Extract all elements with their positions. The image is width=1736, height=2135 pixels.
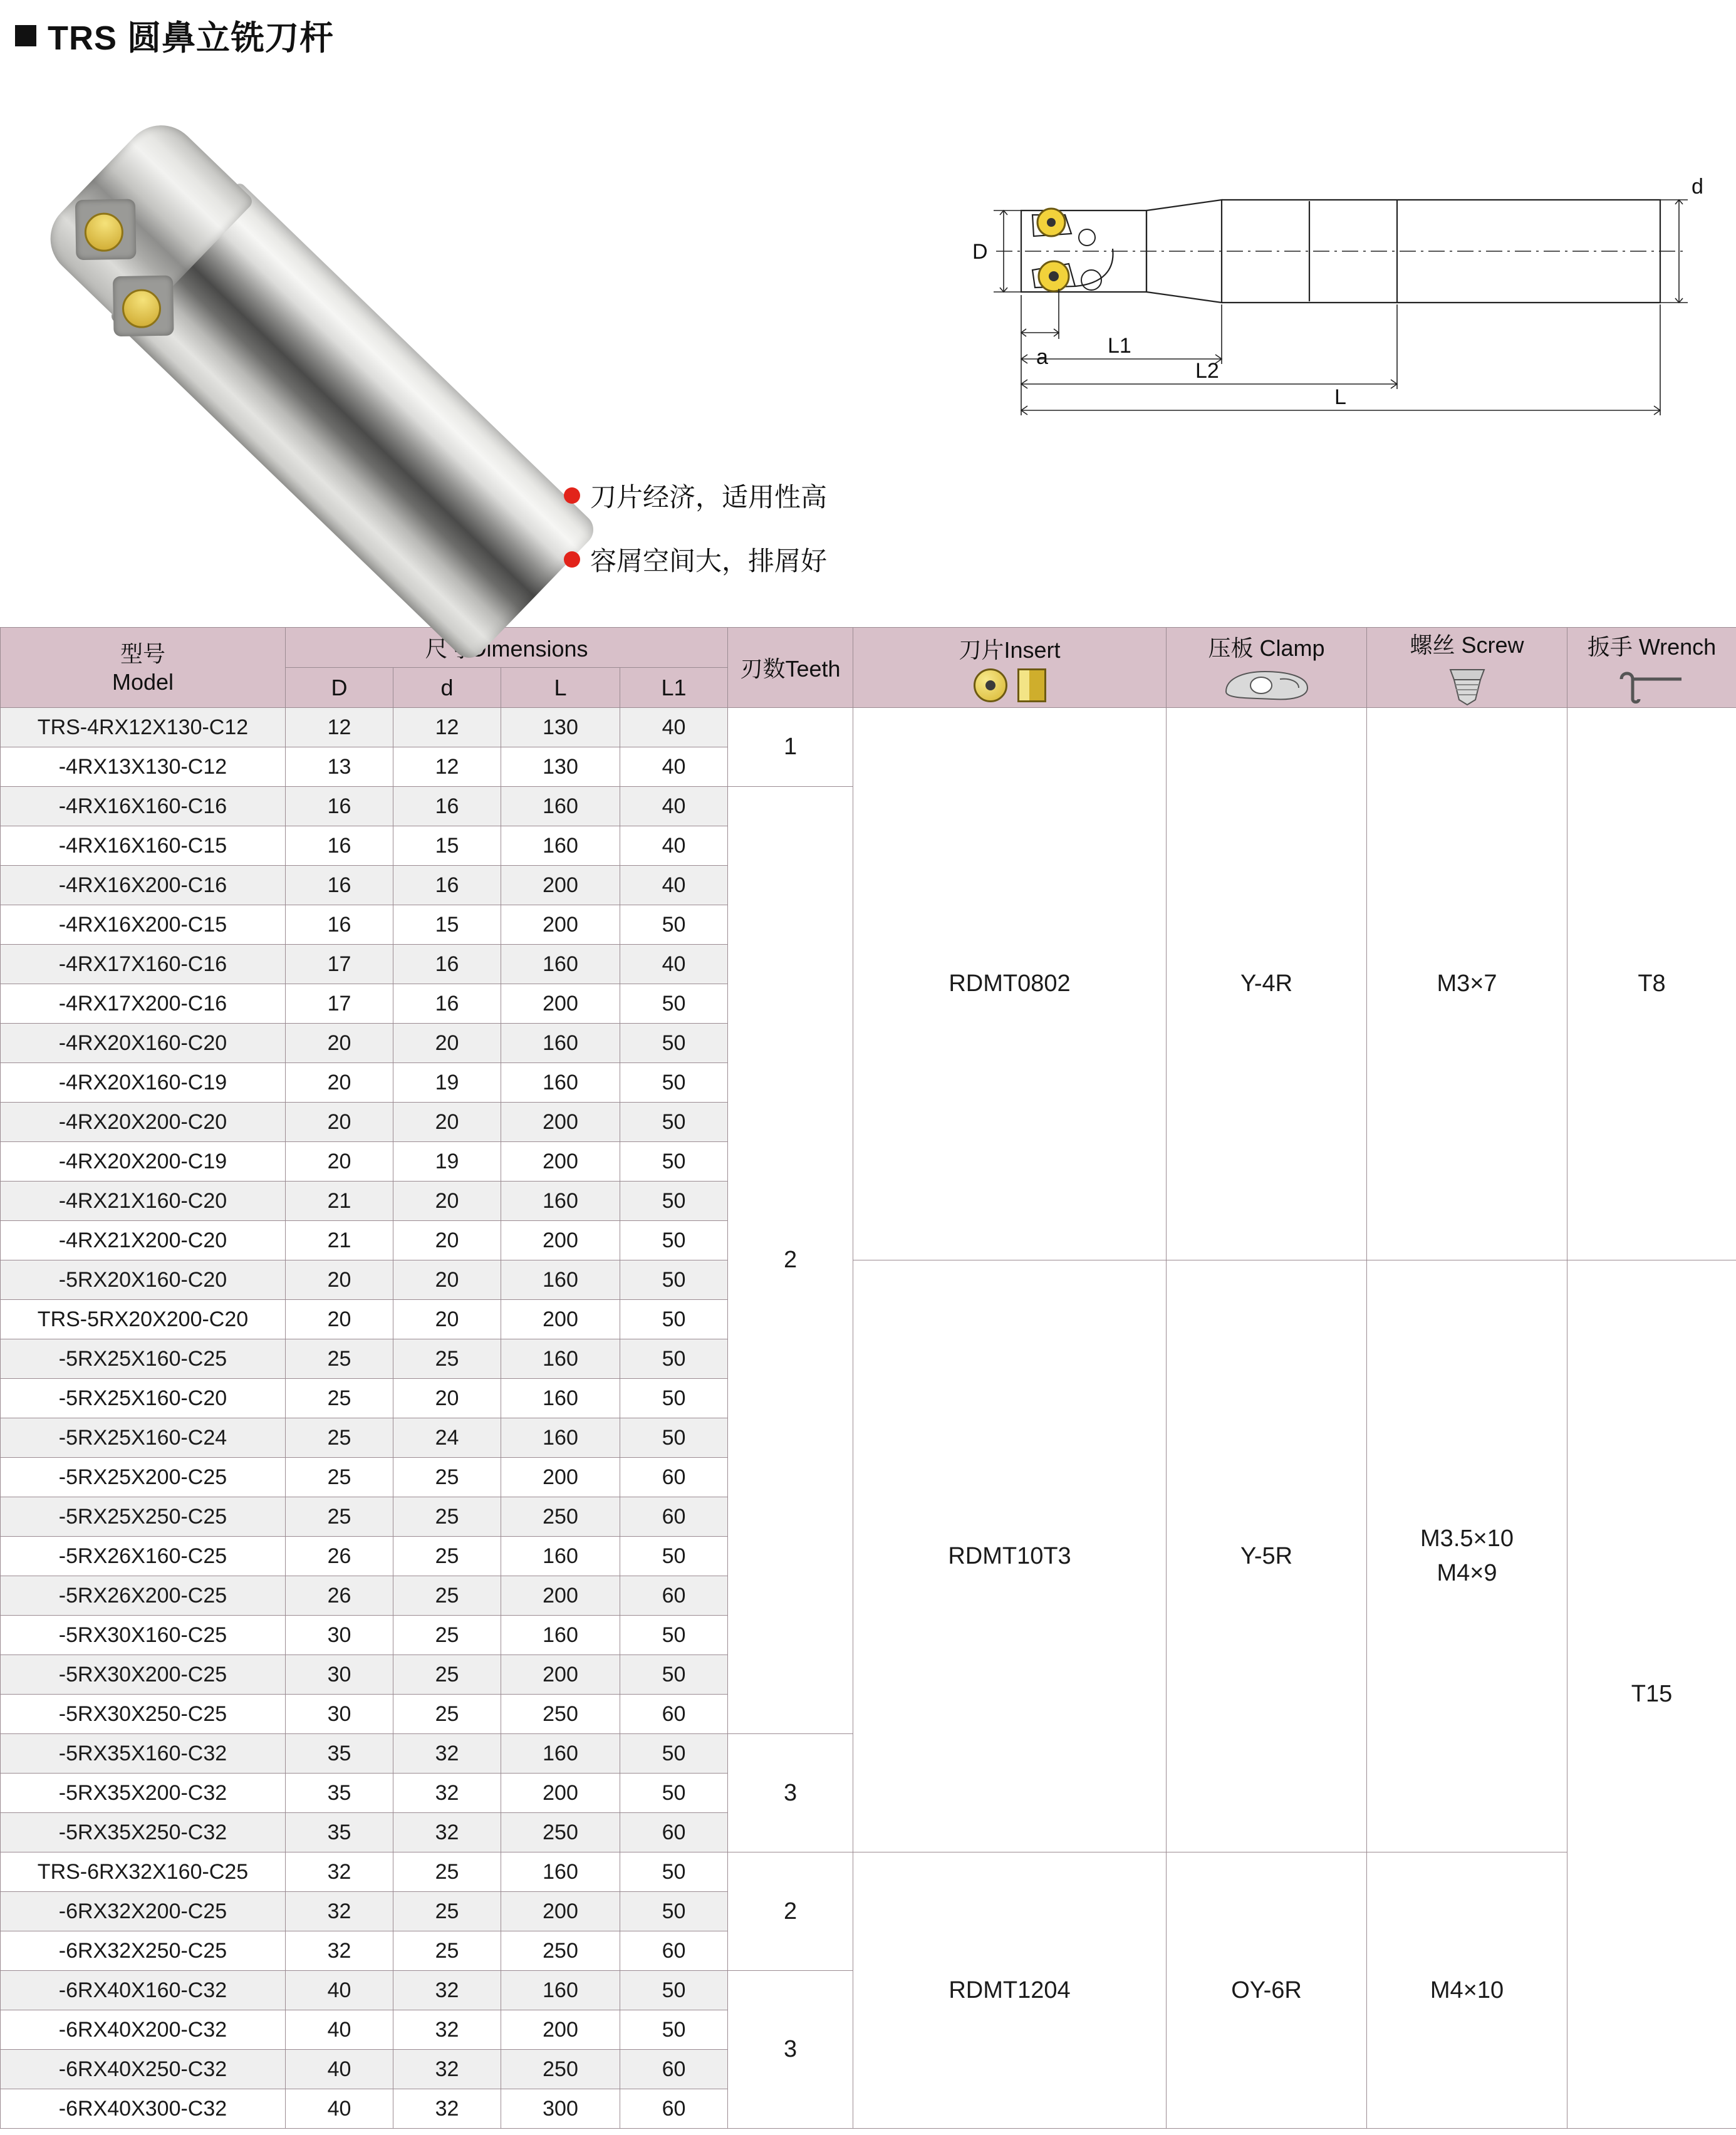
cell-L1: 50 bbox=[620, 1379, 728, 1418]
cell-d: 12 bbox=[393, 747, 501, 787]
cell-L1: 50 bbox=[620, 905, 728, 945]
cell-d: 25 bbox=[393, 1655, 501, 1695]
cell-d: 16 bbox=[393, 866, 501, 905]
bullet-dot-icon bbox=[564, 551, 580, 568]
col-header-screw-label: 螺丝 Screw bbox=[1410, 628, 1524, 660]
cell-wrench: T15 bbox=[1567, 1260, 1736, 2129]
cell-D: 20 bbox=[286, 1142, 393, 1182]
cell-L: 250 bbox=[501, 1695, 620, 1734]
col-header-d: d bbox=[393, 668, 501, 708]
cell-L: 200 bbox=[501, 1142, 620, 1182]
col-header-clamp bbox=[1167, 628, 1367, 708]
cell-insert: RDMT10T3 bbox=[853, 1260, 1167, 1852]
cell-D: 20 bbox=[286, 1103, 393, 1142]
cell-model: -5RX25X160-C25 bbox=[1, 1339, 286, 1379]
cell-model: -6RX40X200-C32 bbox=[1, 2010, 286, 2050]
cell-D: 25 bbox=[286, 1418, 393, 1458]
cell-L: 160 bbox=[501, 1260, 620, 1300]
cell-model: -5RX35X250-C32 bbox=[1, 1813, 286, 1852]
cell-D: 16 bbox=[286, 787, 393, 826]
cell-d: 32 bbox=[393, 2089, 501, 2129]
cell-d: 25 bbox=[393, 1576, 501, 1616]
cell-d: 16 bbox=[393, 945, 501, 984]
cell-d: 25 bbox=[393, 1852, 501, 1892]
cell-model: -6RX40X250-C32 bbox=[1, 2050, 286, 2089]
cell-L1: 50 bbox=[620, 1260, 728, 1300]
cell-D: 32 bbox=[286, 1892, 393, 1931]
bullet-dot-icon bbox=[564, 487, 580, 504]
bullet-label: 刀片经济，适用性高 bbox=[590, 477, 827, 514]
cell-L1: 50 bbox=[620, 1971, 728, 2010]
cell-d: 25 bbox=[393, 1497, 501, 1537]
cell-d: 32 bbox=[393, 1734, 501, 1774]
cell-L: 160 bbox=[501, 1418, 620, 1458]
cell-d: 25 bbox=[393, 1339, 501, 1379]
cell-model: -4RX16X160-C16 bbox=[1, 787, 286, 826]
cell-D: 40 bbox=[286, 2050, 393, 2089]
cell-D: 40 bbox=[286, 2010, 393, 2050]
cell-d: 25 bbox=[393, 1695, 501, 1734]
cell-L: 160 bbox=[501, 1537, 620, 1576]
cell-insert: RDMT0802 bbox=[853, 708, 1167, 1260]
cell-L: 160 bbox=[501, 1063, 620, 1103]
list-item bbox=[564, 541, 827, 578]
page-title bbox=[0, 0, 1736, 63]
cell-L: 160 bbox=[501, 1379, 620, 1418]
cell-d: 20 bbox=[393, 1182, 501, 1221]
cell-d: 16 bbox=[393, 787, 501, 826]
col-header-insert-label: 刀片Insert bbox=[959, 633, 1060, 665]
col-header-dimensions: 尺寸Dimensions bbox=[286, 628, 728, 668]
cell-D: 35 bbox=[286, 1774, 393, 1813]
cell-D: 20 bbox=[286, 1300, 393, 1339]
col-header-teeth: 刃数Teeth bbox=[728, 628, 853, 708]
cell-d: 20 bbox=[393, 1300, 501, 1339]
cell-L: 160 bbox=[501, 1182, 620, 1221]
cell-L: 160 bbox=[501, 1616, 620, 1655]
cell-d: 25 bbox=[393, 1458, 501, 1497]
col-header-model bbox=[1, 628, 286, 708]
spec-table-body bbox=[1, 708, 1736, 2129]
cell-model: -5RX26X160-C25 bbox=[1, 1537, 286, 1576]
cell-L: 160 bbox=[501, 787, 620, 826]
cell-model: -6RX40X160-C32 bbox=[1, 1971, 286, 2010]
cell-L: 160 bbox=[501, 1852, 620, 1892]
cell-model: -6RX32X200-C25 bbox=[1, 1892, 286, 1931]
cell-D: 25 bbox=[286, 1379, 393, 1418]
cell-model: -6RX32X250-C25 bbox=[1, 1931, 286, 1971]
cell-model: -5RX30X160-C25 bbox=[1, 1616, 286, 1655]
wrench-icon bbox=[1611, 665, 1693, 705]
cell-L: 200 bbox=[501, 1774, 620, 1813]
cell-d: 32 bbox=[393, 1813, 501, 1852]
cell-L1: 40 bbox=[620, 866, 728, 905]
col-header-D: D bbox=[286, 668, 393, 708]
col-header-wrench-label: 扳手 Wrench bbox=[1588, 630, 1716, 662]
cell-teeth: 2 bbox=[728, 787, 853, 1734]
col-header-screw bbox=[1367, 628, 1567, 708]
cell-L: 250 bbox=[501, 2050, 620, 2089]
cell-L1: 60 bbox=[620, 1576, 728, 1616]
cell-D: 30 bbox=[286, 1616, 393, 1655]
dim-label-L: L bbox=[1334, 385, 1346, 409]
cell-L1: 60 bbox=[620, 2050, 728, 2089]
cell-D: 20 bbox=[286, 1024, 393, 1063]
title-text: TRS 圆鼻立铣刀杆 bbox=[48, 11, 334, 60]
dim-label-L2: L2 bbox=[1195, 359, 1219, 383]
cell-L1: 40 bbox=[620, 945, 728, 984]
dim-label-d: d bbox=[1692, 176, 1703, 199]
cell-L: 160 bbox=[501, 945, 620, 984]
cell-clamp: OY-6R bbox=[1167, 1852, 1367, 2129]
cell-screw: M4×10 bbox=[1367, 1852, 1567, 2129]
cell-L: 160 bbox=[501, 1971, 620, 2010]
cell-L1: 40 bbox=[620, 708, 728, 747]
hero-section bbox=[0, 63, 1736, 627]
col-header-model-cn: 型号 bbox=[1, 640, 285, 668]
cell-d: 20 bbox=[393, 1103, 501, 1142]
cell-D: 16 bbox=[286, 905, 393, 945]
cell-model: -4RX20X160-C20 bbox=[1, 1024, 286, 1063]
cell-L1: 50 bbox=[620, 1852, 728, 1892]
cell-D: 17 bbox=[286, 984, 393, 1024]
cell-L1: 60 bbox=[620, 1931, 728, 1971]
cell-model: -5RX26X200-C25 bbox=[1, 1576, 286, 1616]
col-header-wrench bbox=[1567, 628, 1736, 708]
cell-L: 250 bbox=[501, 1497, 620, 1537]
cell-L1: 40 bbox=[620, 747, 728, 787]
cell-D: 16 bbox=[286, 866, 393, 905]
cell-L1: 50 bbox=[620, 984, 728, 1024]
cell-D: 30 bbox=[286, 1695, 393, 1734]
tool-illustration bbox=[19, 107, 623, 700]
col-header-insert bbox=[853, 628, 1167, 708]
cell-d: 25 bbox=[393, 1931, 501, 1971]
cell-L1: 50 bbox=[620, 1537, 728, 1576]
cell-D: 13 bbox=[286, 747, 393, 787]
cell-model: -5RX35X200-C32 bbox=[1, 1774, 286, 1813]
cell-d: 25 bbox=[393, 1892, 501, 1931]
cell-L1: 50 bbox=[620, 1418, 728, 1458]
square-insert-icon bbox=[1017, 668, 1046, 702]
cell-D: 12 bbox=[286, 708, 393, 747]
cell-d: 20 bbox=[393, 1221, 501, 1260]
cell-d: 20 bbox=[393, 1260, 501, 1300]
cell-model: -4RX20X200-C19 bbox=[1, 1142, 286, 1182]
cell-D: 20 bbox=[286, 1260, 393, 1300]
round-insert-icon bbox=[974, 668, 1007, 702]
cell-screw: M3.5×10 M4×9 bbox=[1367, 1260, 1567, 1852]
cell-L1: 50 bbox=[620, 1892, 728, 1931]
feature-bullets bbox=[564, 477, 827, 605]
table-row bbox=[1, 708, 1736, 747]
cell-L1: 50 bbox=[620, 1182, 728, 1221]
cell-model: TRS-5RX20X200-C20 bbox=[1, 1300, 286, 1339]
screw-icon bbox=[1444, 663, 1490, 707]
cell-L1: 40 bbox=[620, 826, 728, 866]
cell-D: 32 bbox=[286, 1931, 393, 1971]
cell-D: 40 bbox=[286, 1971, 393, 2010]
cell-model: -5RX30X200-C25 bbox=[1, 1655, 286, 1695]
cell-model: -6RX40X300-C32 bbox=[1, 2089, 286, 2129]
cell-clamp: Y-4R bbox=[1167, 708, 1367, 1260]
cell-model: -4RX17X160-C16 bbox=[1, 945, 286, 984]
cell-model: -4RX21X200-C20 bbox=[1, 1221, 286, 1260]
cell-wrench: T8 bbox=[1567, 708, 1736, 1260]
cell-L1: 50 bbox=[620, 1142, 728, 1182]
cell-L: 200 bbox=[501, 984, 620, 1024]
table-row bbox=[1, 1260, 1736, 1300]
cell-screw: M3×7 bbox=[1367, 708, 1567, 1260]
cell-L: 250 bbox=[501, 1931, 620, 1971]
cell-model: -4RX16X200-C16 bbox=[1, 866, 286, 905]
cell-teeth: 2 bbox=[728, 1852, 853, 1971]
cell-d: 20 bbox=[393, 1024, 501, 1063]
cell-d: 32 bbox=[393, 1774, 501, 1813]
col-header-L1: L1 bbox=[620, 668, 728, 708]
cell-L: 200 bbox=[501, 866, 620, 905]
cell-L1: 60 bbox=[620, 1497, 728, 1537]
cell-D: 30 bbox=[286, 1655, 393, 1695]
cell-L1: 50 bbox=[620, 2010, 728, 2050]
cell-L1: 50 bbox=[620, 1339, 728, 1379]
cell-L1: 50 bbox=[620, 1103, 728, 1142]
cell-d: 19 bbox=[393, 1142, 501, 1182]
cell-L: 200 bbox=[501, 1458, 620, 1497]
cell-model: -5RX35X160-C32 bbox=[1, 1734, 286, 1774]
cell-L: 200 bbox=[501, 1221, 620, 1260]
cell-D: 25 bbox=[286, 1497, 393, 1537]
clamp-icon bbox=[1220, 667, 1314, 704]
cell-L: 130 bbox=[501, 708, 620, 747]
cell-d: 32 bbox=[393, 2050, 501, 2089]
cell-D: 40 bbox=[286, 2089, 393, 2129]
cell-L1: 50 bbox=[620, 1300, 728, 1339]
cell-D: 16 bbox=[286, 826, 393, 866]
cell-L1: 50 bbox=[620, 1024, 728, 1063]
cell-L1: 50 bbox=[620, 1063, 728, 1103]
bullet-label: 容屑空间大，排屑好 bbox=[590, 541, 827, 578]
cell-model: -4RX16X200-C15 bbox=[1, 905, 286, 945]
cell-clamp: Y-5R bbox=[1167, 1260, 1367, 1852]
cell-model: -5RX20X160-C20 bbox=[1, 1260, 286, 1300]
cell-D: 17 bbox=[286, 945, 393, 984]
cell-model: -5RX25X160-C20 bbox=[1, 1379, 286, 1418]
cell-L1: 50 bbox=[620, 1734, 728, 1774]
cell-d: 32 bbox=[393, 2010, 501, 2050]
cell-L: 200 bbox=[501, 1103, 620, 1142]
cell-L1: 60 bbox=[620, 1458, 728, 1497]
cell-L1: 40 bbox=[620, 787, 728, 826]
cell-model: -4RX13X130-C12 bbox=[1, 747, 286, 787]
cell-d: 24 bbox=[393, 1418, 501, 1458]
cell-D: 20 bbox=[286, 1063, 393, 1103]
cell-L: 300 bbox=[501, 2089, 620, 2129]
dim-label-D: D bbox=[972, 240, 988, 264]
cell-d: 15 bbox=[393, 905, 501, 945]
cell-D: 35 bbox=[286, 1813, 393, 1852]
cell-L: 200 bbox=[501, 2010, 620, 2050]
cell-d: 25 bbox=[393, 1537, 501, 1576]
cell-model: -4RX16X160-C15 bbox=[1, 826, 286, 866]
cell-L: 250 bbox=[501, 1813, 620, 1852]
cell-d: 12 bbox=[393, 708, 501, 747]
cell-model: TRS-6RX32X160-C25 bbox=[1, 1852, 286, 1892]
cell-D: 21 bbox=[286, 1182, 393, 1221]
cell-D: 26 bbox=[286, 1576, 393, 1616]
col-header-clamp-label: 压板 Clamp bbox=[1208, 631, 1325, 663]
cell-model: -5RX25X200-C25 bbox=[1, 1458, 286, 1497]
cell-L1: 60 bbox=[620, 1813, 728, 1852]
cell-L1: 60 bbox=[620, 1695, 728, 1734]
cell-D: 25 bbox=[286, 1458, 393, 1497]
cell-d: 20 bbox=[393, 1379, 501, 1418]
cell-D: 21 bbox=[286, 1221, 393, 1260]
cell-L: 160 bbox=[501, 1024, 620, 1063]
cell-model: -5RX25X250-C25 bbox=[1, 1497, 286, 1537]
dim-label-a: a bbox=[1036, 345, 1048, 369]
cell-L: 200 bbox=[501, 1892, 620, 1931]
cell-L1: 50 bbox=[620, 1655, 728, 1695]
cell-model: -4RX20X160-C19 bbox=[1, 1063, 286, 1103]
cell-L: 200 bbox=[501, 1300, 620, 1339]
cell-model: -4RX20X200-C20 bbox=[1, 1103, 286, 1142]
cell-teeth: 1 bbox=[728, 708, 853, 787]
cell-model: -4RX17X200-C16 bbox=[1, 984, 286, 1024]
cell-L: 160 bbox=[501, 1734, 620, 1774]
list-item bbox=[564, 477, 827, 514]
title-bullet-square bbox=[15, 25, 36, 46]
cell-L: 160 bbox=[501, 826, 620, 866]
cell-L1: 50 bbox=[620, 1221, 728, 1260]
col-header-L: L bbox=[501, 668, 620, 708]
cell-L1: 50 bbox=[620, 1774, 728, 1813]
dim-label-L1: L1 bbox=[1108, 334, 1131, 358]
technical-drawing bbox=[959, 176, 1710, 527]
cell-L: 200 bbox=[501, 1655, 620, 1695]
cell-d: 19 bbox=[393, 1063, 501, 1103]
cell-L: 200 bbox=[501, 905, 620, 945]
cell-D: 25 bbox=[286, 1339, 393, 1379]
cell-teeth: 3 bbox=[728, 1971, 853, 2129]
cell-L1: 50 bbox=[620, 1616, 728, 1655]
cell-d: 32 bbox=[393, 1971, 501, 2010]
cell-d: 15 bbox=[393, 826, 501, 866]
cell-L1: 60 bbox=[620, 2089, 728, 2129]
spec-table bbox=[0, 627, 1736, 2129]
cell-L: 200 bbox=[501, 1576, 620, 1616]
cell-D: 32 bbox=[286, 1852, 393, 1892]
cell-d: 16 bbox=[393, 984, 501, 1024]
cell-model: -4RX21X160-C20 bbox=[1, 1182, 286, 1221]
cell-teeth: 3 bbox=[728, 1734, 853, 1852]
cell-model: -5RX30X250-C25 bbox=[1, 1695, 286, 1734]
cell-L: 130 bbox=[501, 747, 620, 787]
cell-model: TRS-4RX12X130-C12 bbox=[1, 708, 286, 747]
cell-D: 26 bbox=[286, 1537, 393, 1576]
cell-model: -5RX25X160-C24 bbox=[1, 1418, 286, 1458]
cell-insert: RDMT1204 bbox=[853, 1852, 1167, 2129]
cell-d: 25 bbox=[393, 1616, 501, 1655]
col-header-model-en: Model bbox=[1, 668, 285, 696]
spec-table-wrapper bbox=[0, 627, 1736, 2135]
cell-D: 35 bbox=[286, 1734, 393, 1774]
cell-L: 160 bbox=[501, 1339, 620, 1379]
table-row bbox=[1, 1852, 1736, 1892]
